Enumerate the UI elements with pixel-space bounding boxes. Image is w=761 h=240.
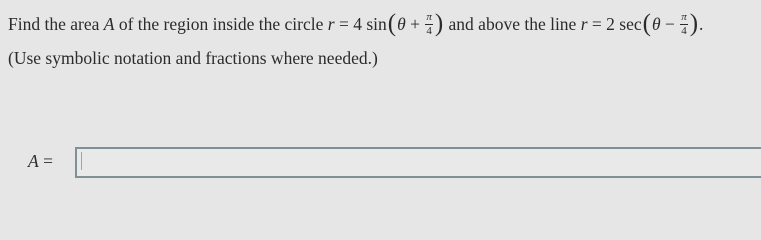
fraction-numerator: π	[681, 11, 687, 24]
theta-symbol: θ	[651, 14, 661, 34]
paren-open: (	[387, 10, 397, 37]
answer-input[interactable]	[75, 147, 761, 178]
paren-open: (	[642, 10, 651, 37]
paren-close: )	[434, 10, 444, 37]
fraction-denominator: 4	[681, 25, 687, 38]
fraction-denominator: 4	[426, 25, 432, 38]
variable-a: A	[103, 14, 115, 34]
text-caret	[81, 152, 82, 170]
answer-input-anchor	[75, 147, 76, 148]
answer-label	[28, 151, 53, 172]
variable-r: r	[580, 14, 588, 34]
variable-r: r	[327, 14, 335, 34]
answer-variable: A	[28, 151, 39, 171]
question-text-part: and above the line	[444, 14, 581, 34]
plus-sign: +	[405, 14, 425, 34]
fraction-pi-over-4	[680, 12, 688, 37]
paren-close: )	[689, 10, 699, 37]
minus-sign: −	[660, 14, 680, 34]
question-text-part: Find the area	[8, 14, 104, 34]
instruction-note: (Use symbolic notation and fractions where needed.)	[8, 48, 378, 68]
theta-symbol: θ	[397, 14, 406, 34]
fraction-pi-over-4	[425, 12, 433, 37]
question-text-part: = 2 sec	[587, 14, 642, 34]
period: .	[699, 14, 704, 34]
fraction-numerator: π	[426, 11, 432, 24]
question-text	[8, 11, 703, 38]
equals-sign: =	[38, 151, 53, 171]
question-text-part: = 4 sin	[334, 14, 387, 34]
question-text-part: of the region inside the circle	[114, 14, 328, 34]
